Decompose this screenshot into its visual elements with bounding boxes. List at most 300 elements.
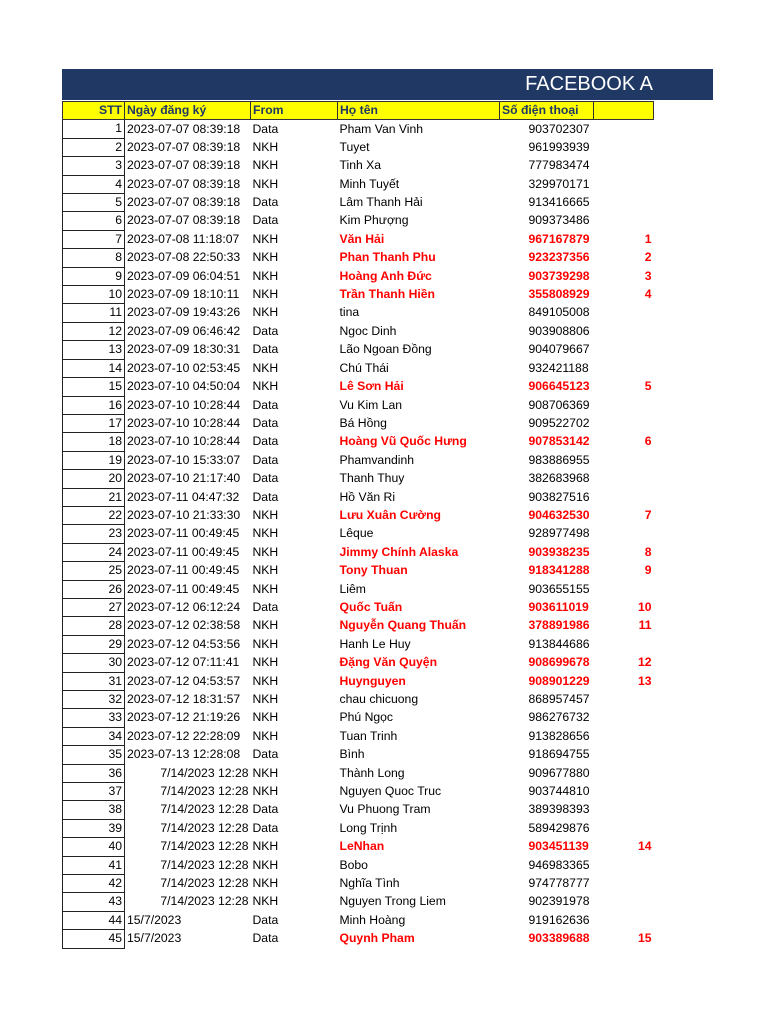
title-banner <box>62 69 713 100</box>
row-stt: 15 <box>63 378 125 396</box>
row-stt: 29 <box>63 635 125 653</box>
row-date: 2023-07-10 10:28:44 <box>127 434 241 449</box>
row-date: 2023-07-07 08:39:18 <box>127 213 241 228</box>
row-stt: 41 <box>63 856 125 874</box>
row-phone: 777983474 <box>528 158 590 173</box>
table-row <box>63 543 654 561</box>
table-row <box>63 286 654 304</box>
table-row <box>63 691 654 709</box>
row-phone: 909373486 <box>528 213 590 228</box>
table-row <box>63 838 654 856</box>
row-phone: 355808929 <box>528 287 590 302</box>
row-name: Huynguyen <box>339 673 406 688</box>
row-stt: 38 <box>63 801 125 819</box>
row-rank: 4 <box>644 287 652 302</box>
row-rank <box>594 875 654 893</box>
row-stt: 11 <box>63 304 125 322</box>
row-from: NKH <box>252 544 279 559</box>
table-row <box>63 414 654 432</box>
row-name: Minh Hoàng <box>339 912 406 927</box>
row-from: Data <box>252 802 279 817</box>
row-from: NKH <box>252 176 279 191</box>
row-name: Lâm Thanh Hải <box>339 195 423 210</box>
row-rank <box>594 635 654 653</box>
row-name: Phamvandinh <box>339 452 415 467</box>
row-name: Ngoc Dinh <box>339 323 397 338</box>
table-row <box>63 120 654 138</box>
row-from: NKH <box>252 655 279 670</box>
row-phone: 904079667 <box>528 342 590 357</box>
row-name: chau chicuong <box>339 692 419 706</box>
row-date: 2023-07-09 06:46:42 <box>127 323 241 338</box>
table-row <box>63 451 654 469</box>
header-name: Họ tên <box>338 102 500 120</box>
row-phone: 913416665 <box>528 195 590 210</box>
row-name: Bobo <box>339 857 368 872</box>
row-from: NKH <box>252 268 279 283</box>
row-stt: 3 <box>63 157 125 175</box>
row-rank <box>594 783 654 801</box>
row-rank <box>594 322 654 340</box>
row-rank <box>594 138 654 156</box>
row-name: Nguyen Trong Liem <box>339 894 446 909</box>
row-rank <box>594 470 654 488</box>
row-rank <box>594 414 654 432</box>
row-rank <box>594 727 654 745</box>
row-phone: 909522702 <box>528 415 590 430</box>
row-stt: 25 <box>63 562 125 580</box>
row-date: 2023-07-10 10:28:44 <box>127 397 241 412</box>
row-date: 7/14/2023 12:28 <box>160 876 249 891</box>
table-row <box>63 856 654 874</box>
row-rank: 7 <box>644 507 652 522</box>
table-row <box>63 212 654 230</box>
row-phone: 378891986 <box>528 618 590 633</box>
row-from: Data <box>252 599 279 614</box>
row-date: 2023-07-07 08:39:18 <box>127 139 241 154</box>
row-stt: 5 <box>63 194 125 212</box>
row-from: NKH <box>252 231 279 246</box>
row-date: 2023-07-10 21:33:30 <box>127 507 241 522</box>
row-phone: 382683968 <box>528 471 590 486</box>
row-date: 2023-07-09 06:04:51 <box>127 268 241 283</box>
row-rank: 13 <box>637 673 652 688</box>
row-date: 7/14/2023 12:28 <box>160 894 249 909</box>
row-date: 2023-07-08 11:18:07 <box>127 231 240 246</box>
row-stt: 32 <box>63 691 125 709</box>
row-stt: 17 <box>63 414 125 432</box>
table-row <box>63 194 654 212</box>
row-name: Thanh Thuy <box>339 471 405 486</box>
row-stt: 44 <box>63 911 125 929</box>
row-stt: 43 <box>63 893 125 911</box>
table-row <box>63 598 654 616</box>
row-stt: 45 <box>63 930 125 948</box>
row-rank <box>594 893 654 911</box>
row-name: Hoàng Anh Đức <box>339 268 432 283</box>
header-rank <box>594 102 654 120</box>
row-phone: 903702307 <box>528 121 590 136</box>
row-name: Liêm <box>339 581 366 596</box>
row-date: 2023-07-11 00:49:45 <box>127 526 240 541</box>
row-rank: 12 <box>637 655 652 670</box>
table-row <box>63 746 654 764</box>
table-row <box>63 506 654 524</box>
row-from: NKH <box>252 287 279 302</box>
row-from: Data <box>252 747 279 762</box>
row-date: 2023-07-07 08:39:18 <box>127 176 241 191</box>
table-row <box>63 672 654 690</box>
row-phone: 903739298 <box>528 268 590 283</box>
table-row <box>63 322 654 340</box>
row-phone: 918341288 <box>528 563 590 578</box>
table-row <box>63 175 654 193</box>
row-stt: 12 <box>63 322 125 340</box>
row-from: Data <box>252 195 279 210</box>
row-date: 2023-07-11 00:49:45 <box>127 581 240 596</box>
row-name: Tuan Trinh <box>339 728 398 743</box>
table-row <box>63 727 654 745</box>
row-from: Data <box>252 415 279 430</box>
row-rank <box>594 801 654 819</box>
row-from: Data <box>252 323 279 338</box>
row-name: Phú Ngọc <box>339 710 394 725</box>
row-stt: 19 <box>63 451 125 469</box>
row-from: NKH <box>252 894 279 909</box>
table-row <box>63 249 654 267</box>
row-stt: 37 <box>63 783 125 801</box>
row-date: 2023-07-10 04:50:04 <box>127 379 241 394</box>
row-name: Lê Sơn Hải <box>339 379 404 394</box>
sheet-title: FACEBOOK A <box>525 73 653 95</box>
row-from: NKH <box>252 379 279 394</box>
row-from: NKH <box>252 876 279 891</box>
row-date: 7/14/2023 12:28 <box>160 784 249 799</box>
row-stt: 8 <box>63 249 125 267</box>
row-from: NKH <box>252 784 279 799</box>
row-phone: 389398393 <box>528 802 590 817</box>
row-phone: 903655155 <box>528 581 590 596</box>
row-date: 2023-07-12 18:31:57 <box>127 692 241 706</box>
row-stt: 24 <box>63 543 125 561</box>
row-phone: 928977498 <box>528 526 590 541</box>
row-date: 2023-07-10 10:28:44 <box>127 415 241 430</box>
row-name: Phan Thanh Phu <box>339 250 436 265</box>
table-row <box>63 911 654 929</box>
row-date: 2023-07-13 12:28:08 <box>127 747 241 762</box>
row-from: Data <box>252 121 279 136</box>
row-from: NKH <box>252 581 279 596</box>
row-date: 2023-07-09 19:43:26 <box>127 305 241 320</box>
table-row <box>63 433 654 451</box>
row-phone: 913844686 <box>528 636 590 651</box>
row-stt: 34 <box>63 727 125 745</box>
row-date: 2023-07-10 02:53:45 <box>127 360 241 375</box>
row-date: 7/14/2023 12:28 <box>160 857 249 872</box>
table-row <box>63 617 654 635</box>
row-phone: 903451139 <box>528 839 589 854</box>
row-rank: 10 <box>637 599 652 614</box>
row-from: Data <box>252 489 279 504</box>
row-from: NKH <box>252 526 279 541</box>
row-phone: 903611019 <box>528 599 589 614</box>
row-date: 2023-07-10 21:17:40 <box>127 471 241 486</box>
row-phone: 919162636 <box>528 912 590 927</box>
row-from: NKH <box>252 507 279 522</box>
row-stt: 14 <box>63 359 125 377</box>
row-name: Bình <box>339 747 365 762</box>
row-date: 2023-07-10 15:33:07 <box>127 452 241 467</box>
row-from: NKH <box>252 673 279 688</box>
row-name: Bá Hồng <box>339 415 387 430</box>
row-name: Tinh Xa <box>339 158 382 173</box>
row-name: Lão Ngoan Đồng <box>339 342 432 357</box>
row-phone: 903389688 <box>528 931 590 946</box>
row-stt: 6 <box>63 212 125 230</box>
row-date: 2023-07-12 07:11:41 <box>127 655 240 670</box>
row-name: Hanh Le Huy <box>339 636 411 651</box>
row-name: Jimmy Chính Alaska <box>339 544 459 559</box>
row-name: Đặng Văn Quyện <box>339 655 438 670</box>
table-row <box>63 230 654 248</box>
row-rank <box>594 194 654 212</box>
table-row <box>63 635 654 653</box>
row-from: NKH <box>252 728 279 743</box>
row-rank <box>594 580 654 598</box>
row-phone: 932421188 <box>528 360 589 375</box>
row-name: Thành Long <box>339 765 405 780</box>
row-name: Văn Hải <box>339 231 385 246</box>
row-rank <box>594 451 654 469</box>
row-rank <box>594 709 654 727</box>
row-date: 2023-07-12 02:38:58 <box>127 618 241 633</box>
row-date: 2023-07-11 00:49:45 <box>127 563 240 578</box>
row-stt: 23 <box>63 525 125 543</box>
row-date: 2023-07-09 18:30:31 <box>127 342 241 357</box>
row-rank <box>594 488 654 506</box>
row-phone: 903938235 <box>528 544 590 559</box>
row-name: Quynh Pham <box>339 931 415 946</box>
row-from: Data <box>252 912 279 927</box>
row-rank <box>594 304 654 322</box>
row-name: Nguyễn Quang Thuấn <box>339 618 467 633</box>
row-name: Lưu Xuân Cường <box>339 507 441 522</box>
row-rank <box>594 764 654 782</box>
table-row <box>63 304 654 322</box>
row-stt: 4 <box>63 175 125 193</box>
row-from: NKH <box>252 765 279 780</box>
row-from: NKH <box>252 158 279 173</box>
row-stt: 21 <box>63 488 125 506</box>
row-rank: 5 <box>644 379 652 394</box>
row-phone: 902391978 <box>528 894 590 909</box>
row-phone: 849105008 <box>528 305 590 320</box>
row-stt: 33 <box>63 709 125 727</box>
row-rank <box>594 359 654 377</box>
row-stt: 9 <box>63 267 125 285</box>
row-name: Nguyen Quoc Truc <box>339 784 442 799</box>
row-phone: 974778777 <box>528 876 590 891</box>
table-row <box>63 267 654 285</box>
table-row <box>63 930 654 948</box>
row-stt: 35 <box>63 746 125 764</box>
row-from: Data <box>252 213 279 228</box>
row-phone: 589429876 <box>528 820 590 835</box>
row-from: NKH <box>252 636 279 651</box>
row-name: Quốc Tuấn <box>339 599 403 614</box>
table-row <box>63 819 654 837</box>
row-from: NKH <box>252 692 279 706</box>
row-phone: 913828656 <box>528 728 590 743</box>
row-phone: 906645123 <box>528 379 590 394</box>
row-date: 2023-07-12 04:53:57 <box>127 673 241 688</box>
row-stt: 26 <box>63 580 125 598</box>
table-row <box>63 709 654 727</box>
table-row <box>63 580 654 598</box>
row-phone: 907853142 <box>528 434 590 449</box>
row-date: 7/14/2023 12:28 <box>160 839 249 854</box>
table-row <box>63 801 654 819</box>
row-rank: 1 <box>644 231 652 246</box>
row-date: 7/14/2023 12:28 <box>160 802 249 817</box>
row-date: 2023-07-11 00:49:45 <box>127 544 240 559</box>
row-from: Data <box>252 452 279 467</box>
row-stt: 1 <box>63 120 125 138</box>
table-row <box>63 562 654 580</box>
header-row <box>63 102 654 120</box>
row-date: 2023-07-09 18:10:11 <box>127 287 240 302</box>
row-stt: 42 <box>63 875 125 893</box>
row-date: 7/14/2023 12:28 <box>160 820 249 835</box>
row-stt: 28 <box>63 617 125 635</box>
row-date: 2023-07-12 22:28:09 <box>127 728 241 743</box>
header-from: From <box>251 102 338 120</box>
row-date: 15/7/2023 <box>127 912 182 927</box>
row-date: 2023-07-07 08:39:18 <box>127 158 241 173</box>
row-name: Nghĩa Tình <box>339 876 400 891</box>
row-stt: 7 <box>63 230 125 248</box>
row-rank: 6 <box>644 434 652 449</box>
row-stt: 20 <box>63 470 125 488</box>
row-rank <box>594 819 654 837</box>
table-row <box>63 157 654 175</box>
row-name: Vu Kim Lan <box>339 397 403 412</box>
row-rank <box>594 691 654 709</box>
row-date: 2023-07-07 08:39:18 <box>127 195 241 210</box>
row-from: NKH <box>252 839 279 854</box>
row-stt: 10 <box>63 286 125 304</box>
row-from: NKH <box>252 710 279 725</box>
row-stt: 13 <box>63 341 125 359</box>
row-rank <box>594 157 654 175</box>
row-stt: 30 <box>63 654 125 672</box>
row-rank: 15 <box>637 931 652 946</box>
row-stt: 16 <box>63 396 125 414</box>
row-date: 2023-07-08 22:50:33 <box>127 250 241 265</box>
table-row <box>63 525 654 543</box>
row-rank: 8 <box>644 544 652 559</box>
row-from: Data <box>252 820 279 835</box>
row-date: 2023-07-12 21:19:26 <box>127 710 241 725</box>
row-from: NKH <box>252 563 279 578</box>
row-rank <box>594 175 654 193</box>
row-phone: 923237356 <box>528 250 590 265</box>
row-from: Data <box>252 434 279 449</box>
row-rank <box>594 911 654 929</box>
row-phone: 904632530 <box>528 507 590 522</box>
row-phone: 903908806 <box>528 323 590 338</box>
row-from: NKH <box>252 305 279 320</box>
row-stt: 36 <box>63 764 125 782</box>
row-name: Kim Phượng <box>339 213 409 228</box>
row-phone: 986276732 <box>528 710 590 725</box>
row-from: Data <box>252 397 279 412</box>
row-from: NKH <box>252 139 279 154</box>
row-from: Data <box>252 342 279 357</box>
row-rank: 2 <box>644 250 652 265</box>
row-rank: 3 <box>644 268 652 283</box>
table-row <box>63 396 654 414</box>
row-stt: 18 <box>63 433 125 451</box>
row-from: Data <box>252 931 279 946</box>
table-row <box>63 783 654 801</box>
row-rank <box>594 341 654 359</box>
table-row <box>63 470 654 488</box>
row-name: Tuyet <box>339 139 370 154</box>
row-from: NKH <box>252 250 279 265</box>
row-from: NKH <box>252 618 279 633</box>
row-phone: 908699678 <box>528 655 590 670</box>
table-row <box>63 488 654 506</box>
row-phone: 961993939 <box>528 139 590 154</box>
row-phone: 909677880 <box>528 765 590 780</box>
row-name: LeNhan <box>339 839 385 854</box>
row-name: Long Trịnh <box>339 820 398 835</box>
table-row <box>63 654 654 672</box>
header-stt: STT <box>63 102 125 120</box>
row-phone: 946983365 <box>528 857 590 872</box>
row-name: Lêque <box>339 526 374 541</box>
row-date: 15/7/2023 <box>127 931 182 946</box>
row-date: 2023-07-11 04:47:32 <box>127 489 240 504</box>
row-phone: 967167879 <box>528 231 590 246</box>
header-phone: Số điện thoại <box>500 102 594 120</box>
row-rank <box>594 120 654 138</box>
header-date: Ngày đăng ký <box>125 102 251 120</box>
row-phone: 983886955 <box>528 452 590 467</box>
table-row <box>63 875 654 893</box>
row-date: 2023-07-07 08:39:18 <box>127 121 241 136</box>
row-stt: 2 <box>63 138 125 156</box>
row-name: tina <box>339 305 360 320</box>
row-phone: 903827516 <box>528 489 590 504</box>
table-row <box>63 764 654 782</box>
row-date: 7/14/2023 12:28 <box>160 765 249 780</box>
row-from: NKH <box>252 360 279 375</box>
row-rank: 11 <box>638 618 652 633</box>
table-row <box>63 341 654 359</box>
row-rank <box>594 856 654 874</box>
row-name: Chú Thái <box>339 360 389 375</box>
row-rank <box>594 525 654 543</box>
row-name: Trần Thanh Hiền <box>339 287 435 302</box>
table-row <box>63 378 654 396</box>
row-rank: 9 <box>644 563 652 578</box>
row-name: Minh Tuyết <box>339 176 400 191</box>
row-rank <box>594 212 654 230</box>
row-name: Pham Van Vinh <box>339 121 424 136</box>
row-phone: 903744810 <box>528 784 590 799</box>
